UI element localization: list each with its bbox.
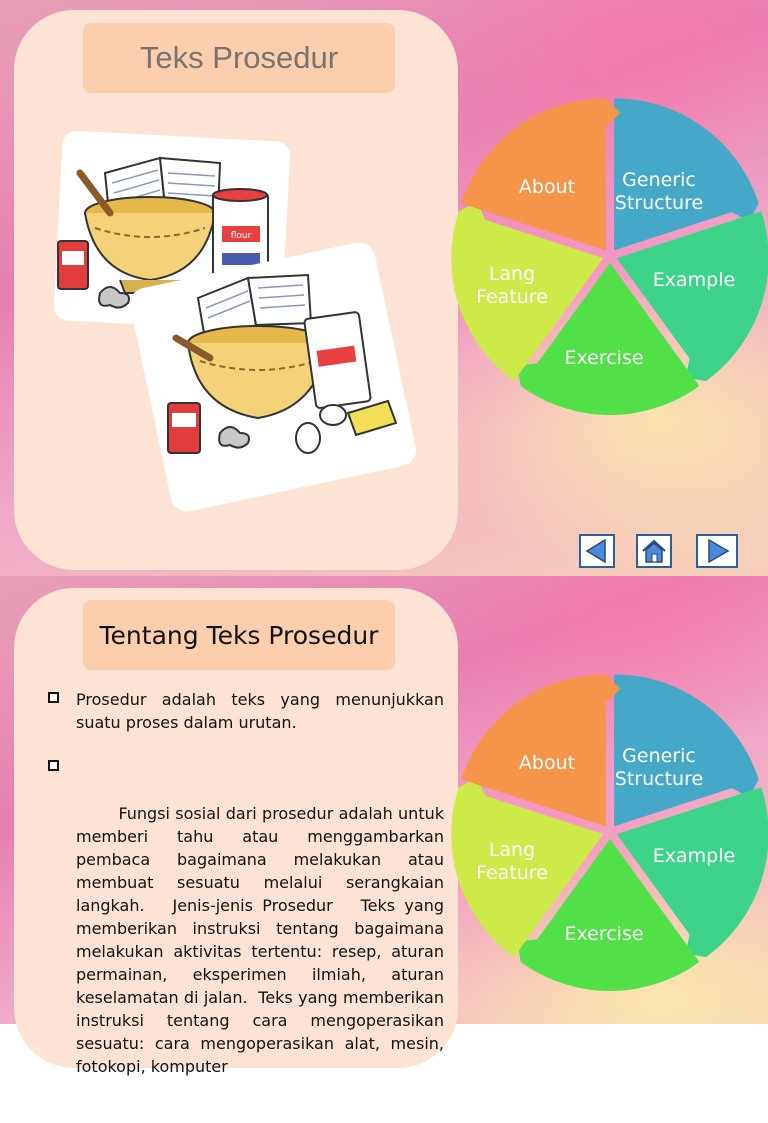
- bullet-text: Fungsi sosial dari prosedur adalah untuk memberi tahu atau menggambarkan pembaca bagaimana melakukan atau membuat sesuatu melalui serangkaian langkah. Jenis-jenis Prosedur Teks yang memberikan instruksi tentang bagaimana melakukan aktivitas tertentu: resep, aturan permainan, eksperimen ilmiah, aturan keselamatan di jalan. Teks yang memberikan instruksi tentang cara mengoperasikan sesuatu: cara mengoperasikan alat, mesin, fotokopi, komputer: [76, 804, 450, 1076]
- home-button[interactable]: [636, 534, 672, 568]
- wheel-label-generic: Generic: [622, 745, 696, 767]
- checkbox-bullet-icon: [48, 692, 59, 703]
- wheel-label-example: Example: [652, 845, 736, 867]
- wheel-label-feature: Feature: [476, 286, 548, 308]
- wheel-label-exercise: Exercise: [564, 923, 644, 945]
- text-content: [48, 688, 450, 1123]
- topic-wheel: [452, 672, 768, 992]
- flour-label: flour: [230, 231, 252, 241]
- prev-button[interactable]: [579, 534, 615, 568]
- wheel-label-lang: Lang: [488, 839, 536, 861]
- wheel-label-lang: Lang: [488, 263, 536, 285]
- checkbox-bullet-icon: [48, 760, 59, 771]
- wheel-label-feature: Feature: [476, 862, 548, 884]
- wheel-label-generic: Generic: [622, 169, 696, 191]
- title-box: [83, 600, 395, 670]
- triangle-right-icon: [698, 536, 736, 566]
- wheel-label-example: Example: [652, 269, 736, 291]
- topic-wheel: [452, 96, 768, 416]
- title-box: [83, 23, 395, 93]
- home-icon: [638, 536, 670, 566]
- wheel-label-exercise: Exercise: [564, 347, 644, 369]
- slide-title: Tentang Teks Prosedur: [99, 620, 379, 650]
- bullet-item: [48, 688, 444, 734]
- wheel-label-structure: Structure: [614, 192, 704, 214]
- navigation-bar: [579, 534, 739, 570]
- wheel-label-about: About: [518, 752, 576, 774]
- bullet-item: [48, 756, 450, 1101]
- wheel-label-about: About: [518, 176, 576, 198]
- triangle-left-icon: [581, 536, 613, 566]
- bullet-text: Prosedur adalah teks yang menunjukkan suatu proses dalam urutan.: [76, 690, 444, 732]
- slide-2: [0, 576, 768, 1076]
- baking-ingredients-illustration: [50, 128, 410, 498]
- slide-title: Teks Prosedur: [139, 40, 339, 75]
- wheel-label-structure: Structure: [614, 768, 704, 790]
- next-button[interactable]: [696, 534, 738, 568]
